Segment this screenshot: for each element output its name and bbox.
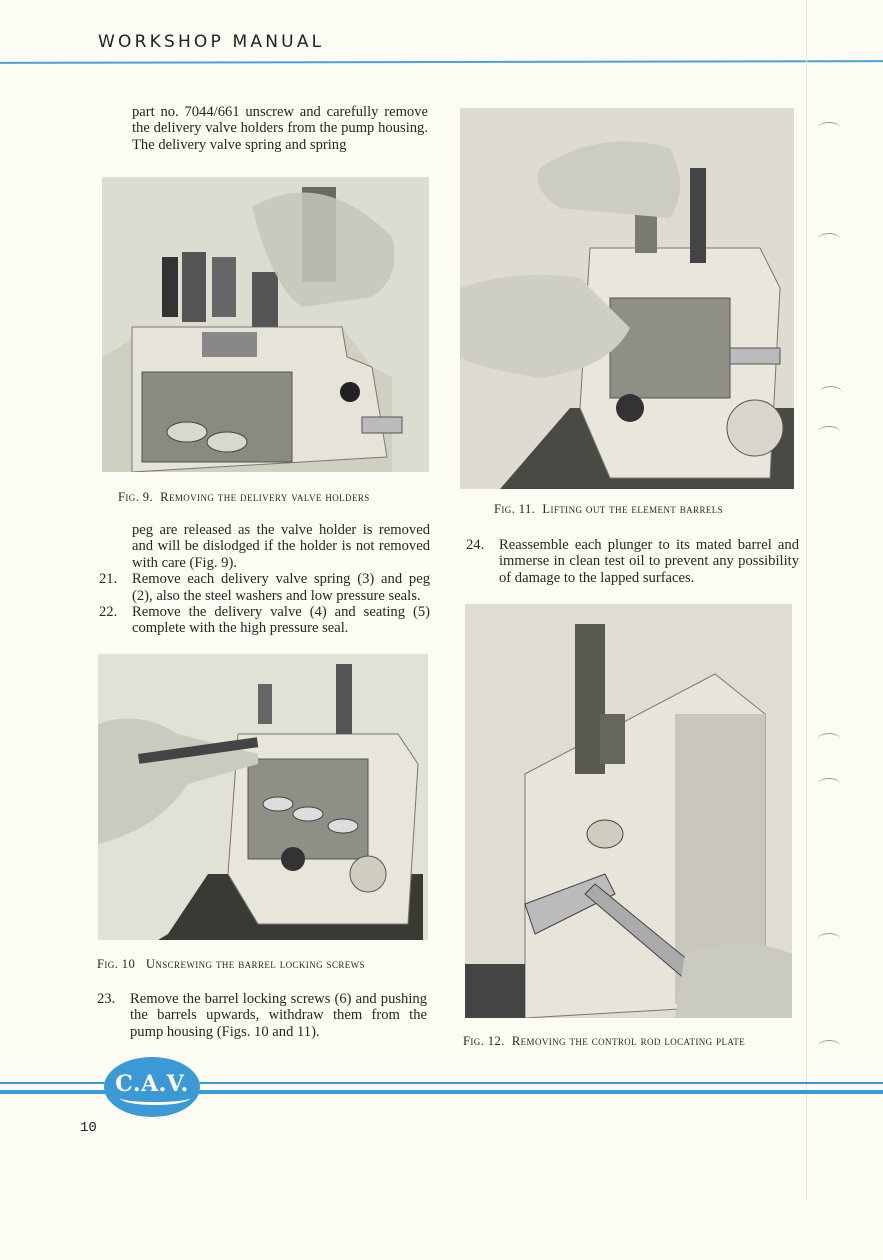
fuel-pump-photo-illustration xyxy=(98,654,428,940)
binder-punch-mark xyxy=(818,233,840,245)
intro-paragraph xyxy=(132,104,428,153)
fuel-pump-photo-illustration xyxy=(102,177,429,472)
binder-punch-mark xyxy=(820,386,842,398)
logo-swoosh-icon xyxy=(120,1091,190,1105)
figure-11-photo xyxy=(460,108,794,489)
step-22-text: Remove the delivery valve (4) and seating (5) complete with the high pressure seal. xyxy=(132,604,430,637)
figure-11-label: Fig. 11. xyxy=(494,502,536,516)
header-rule xyxy=(0,60,883,64)
figure-10-label: Fig. 10 xyxy=(97,957,136,971)
figure-9-label: Fig. 9. xyxy=(118,490,154,504)
binder-punch-mark xyxy=(818,1040,840,1052)
binder-punch-mark xyxy=(818,778,840,790)
figure-12-photo xyxy=(465,604,792,1018)
fuel-pump-photo-illustration xyxy=(465,604,792,1018)
binder-punch-mark xyxy=(818,933,840,945)
binder-punch-mark xyxy=(818,426,840,438)
cav-logo-text: C.A.V. xyxy=(115,1071,189,1097)
binder-punch-mark xyxy=(818,733,840,745)
step-24-text: Reassemble each plunger to its mated barrel and immerse in clean test oil to prevent any possibility of damage to the lapped surfaces. xyxy=(499,537,799,586)
intro-paragraph-text: part no. 7044/661 unscrew and carefully remove the delivery valve holders from the pump housing. The delivery valve spring and spring xyxy=(132,104,428,153)
figure-12-label: Fig. 12. xyxy=(463,1034,505,1048)
page-number: 10 xyxy=(80,1120,97,1136)
step-21-text: Remove each delivery valve spring (3) and peg (2), also the steel washers and low pressure seals. xyxy=(132,571,430,604)
cav-logo xyxy=(104,1057,200,1117)
step-23-text: Remove the barrel locking screws (6) and pushing the barrels upwards, withdraw them from the pump housing (Figs. 10 and 11). xyxy=(130,991,427,1040)
binder-punch-mark xyxy=(818,122,840,134)
left-steps-block xyxy=(99,522,430,637)
step-24-number: 24. xyxy=(466,537,485,553)
step-22-number: 22. xyxy=(99,604,118,621)
step-23-number: 23. xyxy=(97,991,116,1007)
continuation-paragraph: peg are released as the valve holder is removed and will be dislodged if the holder is not removed with care (Fig. 9). xyxy=(132,522,430,571)
figure-9-title: Removing the delivery valve holders xyxy=(160,490,370,504)
figure-10-photo xyxy=(98,654,428,940)
figure-12-title: Removing the control rod locating plate xyxy=(511,1034,746,1048)
figure-10-caption xyxy=(97,957,365,972)
figure-11-title: Lifting out the element barrels xyxy=(542,502,724,516)
figure-9-photo xyxy=(102,177,429,472)
step-24 xyxy=(466,537,799,586)
figure-12-caption xyxy=(463,1034,745,1049)
fuel-pump-photo-illustration xyxy=(460,108,794,489)
step-22 xyxy=(99,604,430,637)
figure-9-caption xyxy=(118,490,370,505)
running-header-title: WORKSHOP MANUAL xyxy=(98,32,325,52)
page-fold-line xyxy=(806,0,807,1200)
step-21 xyxy=(99,571,430,604)
figure-10-title: Unscrewing the barrel locking screws xyxy=(145,957,365,971)
step-23 xyxy=(97,991,427,1040)
step-21-number: 21. xyxy=(99,571,118,588)
figure-11-caption xyxy=(494,502,723,517)
